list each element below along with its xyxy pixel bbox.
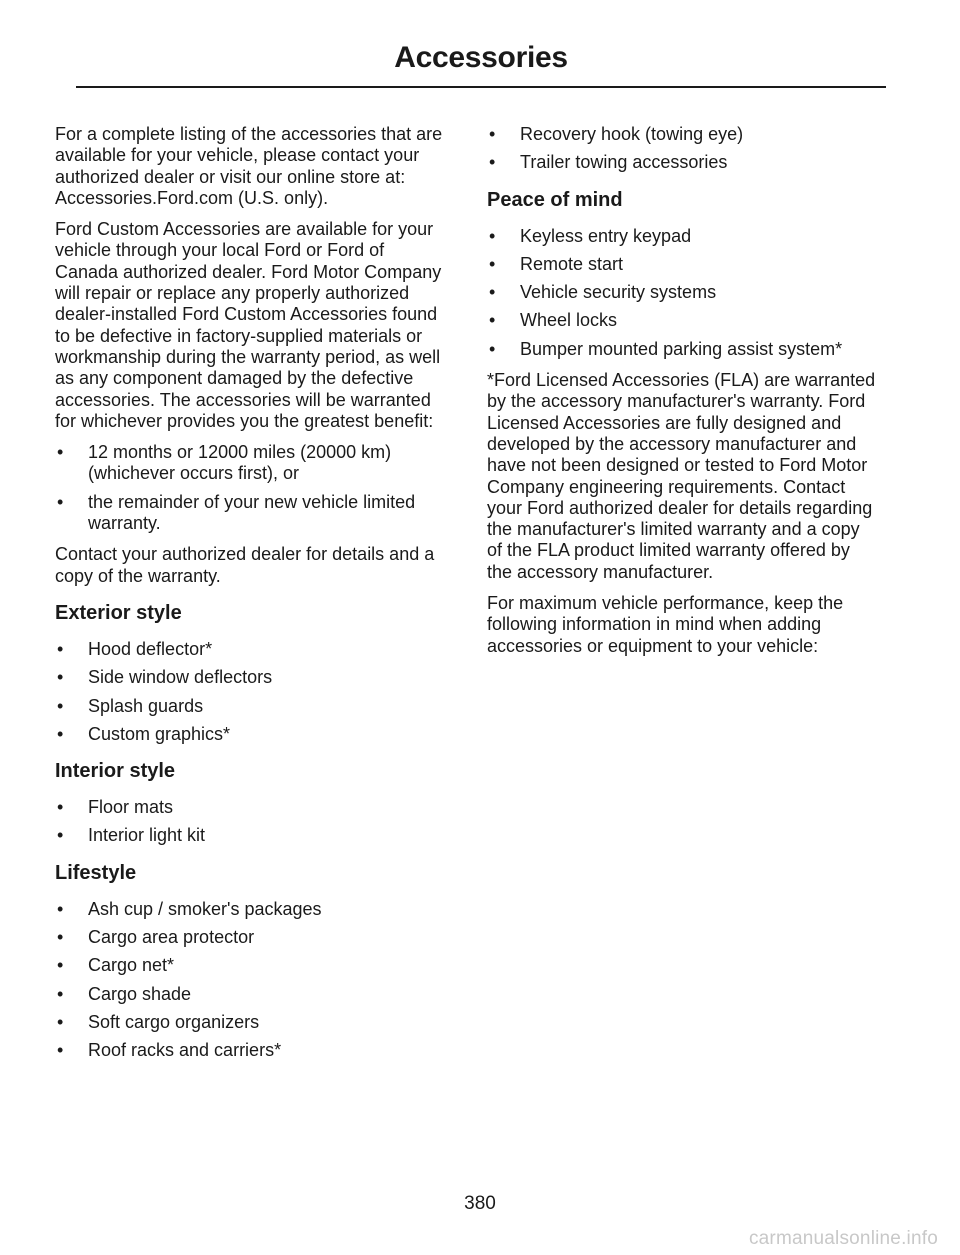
list-item: [55, 797, 447, 818]
list-item-text: Splash guards: [88, 695, 204, 716]
bullet-icon: •: [57, 1040, 64, 1061]
peace-of-mind-heading: Peace of mind: [487, 188, 623, 211]
performance-paragraph: For maximum vehicle performance, keep the following information in mind when adding accessories or equipment to your vehicle:: [487, 593, 844, 656]
bullet-icon: •: [57, 797, 64, 818]
bullet-icon: •: [57, 1011, 64, 1032]
page-title: Accessories: [394, 41, 568, 74]
list-item-text: 12 months or 12000 miles (20000 km) (whichever occurs first), or: [88, 442, 392, 484]
bullet-icon: •: [489, 282, 496, 303]
watermark: carmanualsonline.info: [748, 1228, 938, 1249]
list-item-text: Cargo shade: [88, 983, 192, 1004]
list-item: [55, 724, 447, 745]
list-item-text: Cargo area protector: [88, 927, 255, 948]
list-item: [487, 254, 879, 275]
list-item-text: Roof racks and carriers*: [88, 1040, 282, 1061]
peace-of-mind-list: [487, 226, 879, 360]
list-item: [487, 339, 879, 360]
lifestyle-heading: Lifestyle: [55, 861, 137, 884]
list-item: [55, 927, 447, 948]
lifestyle-list-continued: [487, 124, 879, 174]
intro-paragraph: For a complete listing of the accessories that are available for your vehicle, please contact your authorized dealer or visit our online store at: Accessories.Ford.com (U.S. only).: [55, 124, 443, 208]
list-item-text: Custom graphics*: [88, 723, 231, 744]
page-number: 380: [464, 1193, 496, 1214]
list-item-text: Bumper mounted parking assist system*: [520, 338, 843, 359]
bullet-icon: •: [57, 667, 64, 688]
bullet-icon: •: [57, 638, 64, 659]
list-item-text: Floor mats: [88, 797, 174, 818]
list-item: [487, 226, 879, 247]
bullet-icon: •: [489, 152, 496, 173]
bullet-icon: •: [57, 442, 64, 463]
list-item: [55, 639, 447, 660]
list-item-text: Remote start: [520, 253, 624, 274]
list-item: [55, 825, 447, 846]
list-item-text: Wheel locks: [520, 310, 618, 331]
list-item-text: Vehicle security systems: [520, 282, 717, 303]
lifestyle-list: [55, 899, 447, 1062]
bullet-icon: •: [57, 695, 64, 716]
list-item-text: Cargo net*: [88, 955, 175, 976]
list-item: [55, 442, 447, 485]
list-item: [55, 667, 447, 688]
bullet-icon: •: [57, 898, 64, 919]
left-column: [55, 124, 447, 1072]
list-item: [487, 282, 879, 303]
bullet-icon: •: [57, 491, 64, 512]
list-item-text: Hood deflector*: [88, 638, 213, 659]
list-item: [55, 1040, 447, 1061]
list-item-text: Ash cup / smoker's packages: [88, 898, 322, 919]
fla-paragraph: *Ford Licensed Accessories (FLA) are warranted by the accessory manufacturer's warranty. Ford Licensed Accessories are fully designed and developed by the accessory manufacturer and have not been designed or tested to Ford Motor Company engineering requirements. Contact your Ford authorized dealer for details regarding the manufacturer's limited warranty and a copy of the FLA product limited warranty offered by the accessory manufacturer.: [487, 370, 876, 582]
bullet-icon: •: [57, 955, 64, 976]
bullet-icon: •: [57, 723, 64, 744]
interior-style-list: [55, 797, 447, 847]
list-item: [487, 152, 879, 173]
list-item: [55, 492, 447, 535]
interior-style-heading: Interior style: [55, 760, 176, 783]
bullet-icon: •: [489, 338, 496, 359]
warranty-list: [55, 442, 447, 534]
list-item-text: Interior light kit: [88, 825, 206, 846]
list-item-text: Recovery hook (towing eye): [520, 124, 744, 144]
page-header: [76, 40, 886, 88]
list-item: [487, 310, 879, 331]
bullet-icon: •: [489, 124, 496, 144]
list-item-text: Keyless entry keypad: [520, 225, 692, 246]
list-item: [55, 899, 447, 920]
bullet-icon: •: [57, 927, 64, 948]
right-column: [487, 124, 879, 667]
list-item-text: Soft cargo organizers: [88, 1011, 260, 1032]
warranty-paragraph: Ford Custom Accessories are available for your vehicle through your local Ford or Ford of Canada authorized dealer. Ford Motor Company will repair or replace any properly authorized dealer-installed Ford Custom Accessories found to be defective in factory-supplied materials or workmanship during the warranty period, as well as any component damaged by the defective accessories. The accessories will be warranted for whichever provides you the greatest benefit:: [55, 219, 442, 431]
list-item: [55, 955, 447, 976]
bullet-icon: •: [489, 310, 496, 331]
bullet-icon: •: [57, 825, 64, 846]
list-item-text: Trailer towing accessories: [520, 152, 728, 173]
exterior-style-heading: Exterior style: [55, 601, 182, 624]
list-item: [55, 696, 447, 717]
bullet-icon: •: [57, 983, 64, 1004]
list-item-text: the remainder of your new vehicle limited warranty.: [88, 491, 416, 534]
list-item-text: Side window deflectors: [88, 667, 273, 688]
exterior-style-list: [55, 639, 447, 745]
bullet-icon: •: [489, 253, 496, 274]
bullet-icon: •: [489, 225, 496, 246]
list-item: [55, 1012, 447, 1033]
list-item: [55, 984, 447, 1005]
list-item: [487, 124, 879, 145]
contact-paragraph: Contact your authorized dealer for details and a copy of the warranty.: [55, 544, 435, 586]
